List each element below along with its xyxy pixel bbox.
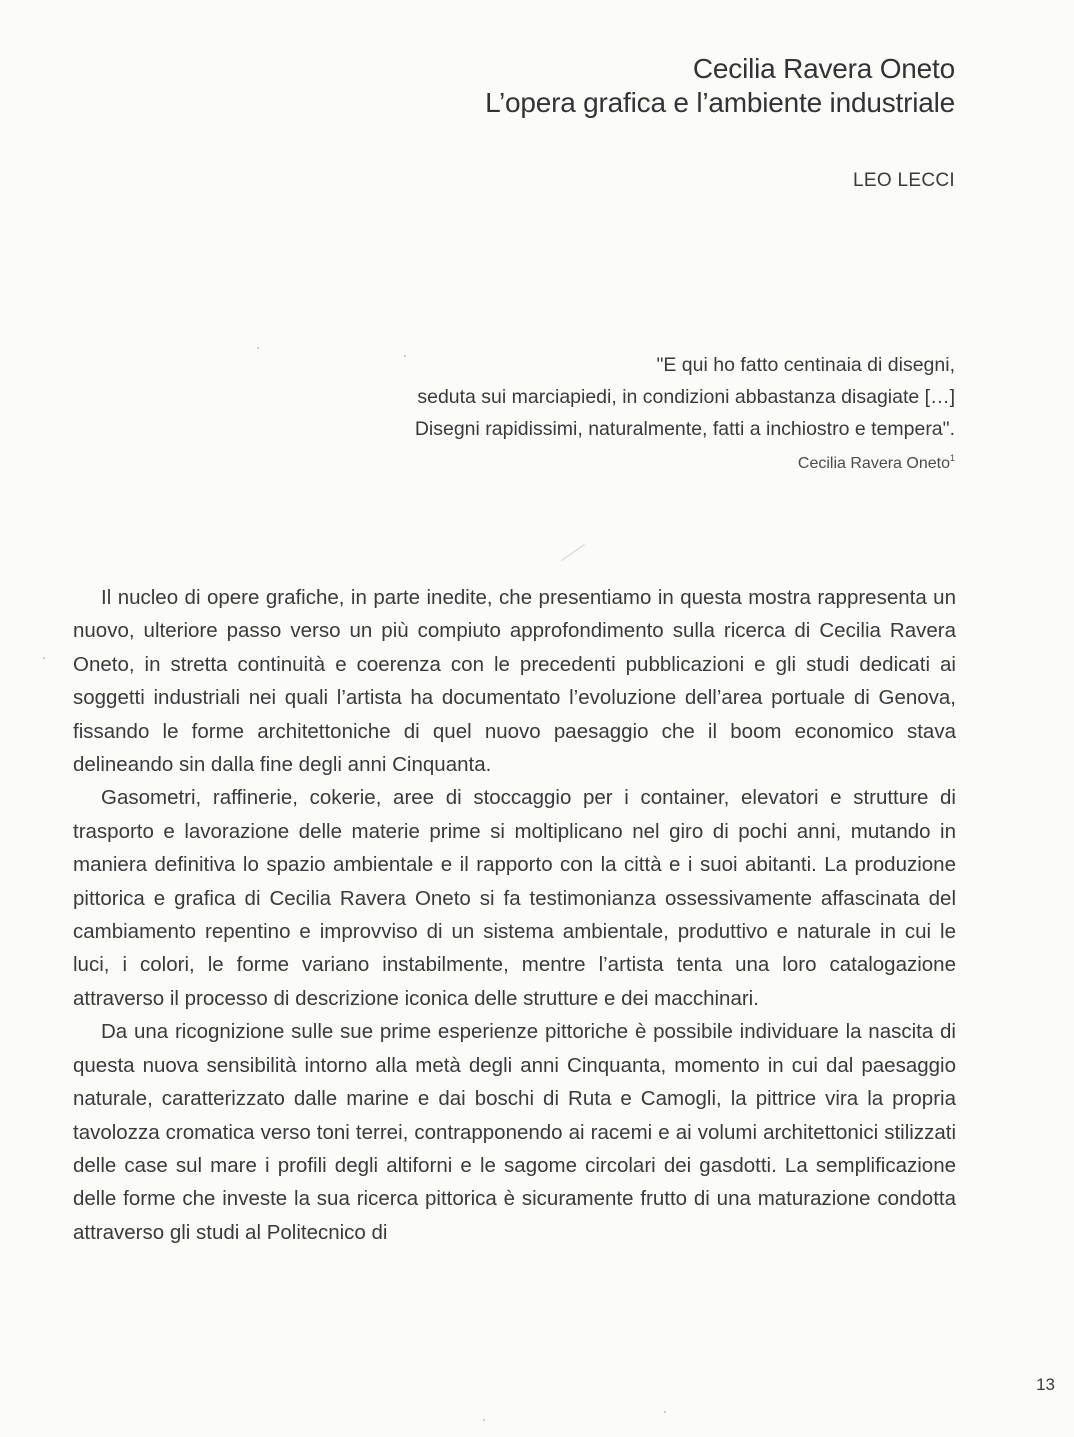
body-paragraph: Il nucleo di opere grafiche, in parte inedite, che presentiamo in questa mostra rappresenta un nuovo, ulteriore passo verso un più compiuto approfondimento sulla ricerca di Cecilia Ravera Oneto, in stretta continuità e coerenza con le precedenti pubblicazioni e gli studi dedicati ai soggetti industriali nei quali l’artista ha documentato l’evoluzione dell’area portuale di Genova, fissando le forme architettoniche di quel nuovo paesaggio che il boom economico stava delineando sin dalla fine degli anni Cinquanta.: [73, 586, 956, 777]
epigraph-source: [798, 455, 955, 473]
scan-speck: [664, 1411, 666, 1413]
scan-speck: [43, 657, 45, 659]
article-title: [485, 52, 955, 120]
scan-mark: [561, 544, 585, 561]
scan-speck: [404, 355, 406, 357]
epigraph-source-name: Cecilia Ravera Oneto: [797, 455, 950, 472]
body-text: [73, 581, 956, 1249]
article-title-subject-line: L’opera grafica e l’ambiente industriale: [485, 87, 955, 118]
epigraph-line: Disegni rapidissimi, naturalmente, fatti a inchiostro e tempera".: [414, 418, 955, 440]
epigraph-line: seduta sui marciapiedi, in condizioni abbastanza disagiate […]: [417, 386, 955, 408]
epigraph-line: "E qui ho fatto centinaia di disegni,: [656, 354, 955, 376]
author-name: LEO LECCI: [853, 170, 955, 191]
scan-speck: [257, 347, 259, 349]
footnote-reference: 1: [949, 453, 955, 463]
page-number: 13: [1036, 1375, 1055, 1394]
article-title-author-line: Cecilia Ravera Oneto: [692, 53, 955, 84]
epigraph: [335, 349, 955, 445]
body-paragraph: Da una ricognizione sulle sue prime esperienze pittoriche è possibile individuare la nascita di questa nuova sensibilità intorno alla metà degli anni Cinquanta, momento in cui dal paesaggio naturale, caratterizzato dalle marine e dai boschi di Ruta e Camogli, la pittrice vira la propria tavolozza cromatica verso toni terrei, contrapponendo ai racemi e ai volumi architettonici stilizzati delle case sul mare i profili degli altiforni e le sagome circolari dei gasdotti. La semplificazione delle forme che investe la sua ricerca pittorica è sicuramente frutto di una maturazione condotta attraverso gli studi al Politecnico di: [73, 1020, 956, 1244]
body-paragraph: Gasometri, raffinerie, cokerie, aree di stoccaggio per i container, elevatori e strutture di trasporto e lavorazione delle materie prime si moltiplicano nel giro di pochi anni, mutando in maniera definitiva lo spazio ambientale e il rapporto con la città e i suoi abitanti. La produzione pittorica e grafica di Cecilia Ravera Oneto si fa testimonianza ossessivamente affascinata del cambiamento repentino e improvviso di un sistema ambientale, produttivo e naturale in cui le luci, i colori, le forme variano instabilmente, mentre l’artista tenta una loro catalogazione attraverso il processo di descrizione iconica delle strutture e dei macchinari.: [73, 786, 956, 1010]
scan-speck: [483, 1419, 485, 1421]
